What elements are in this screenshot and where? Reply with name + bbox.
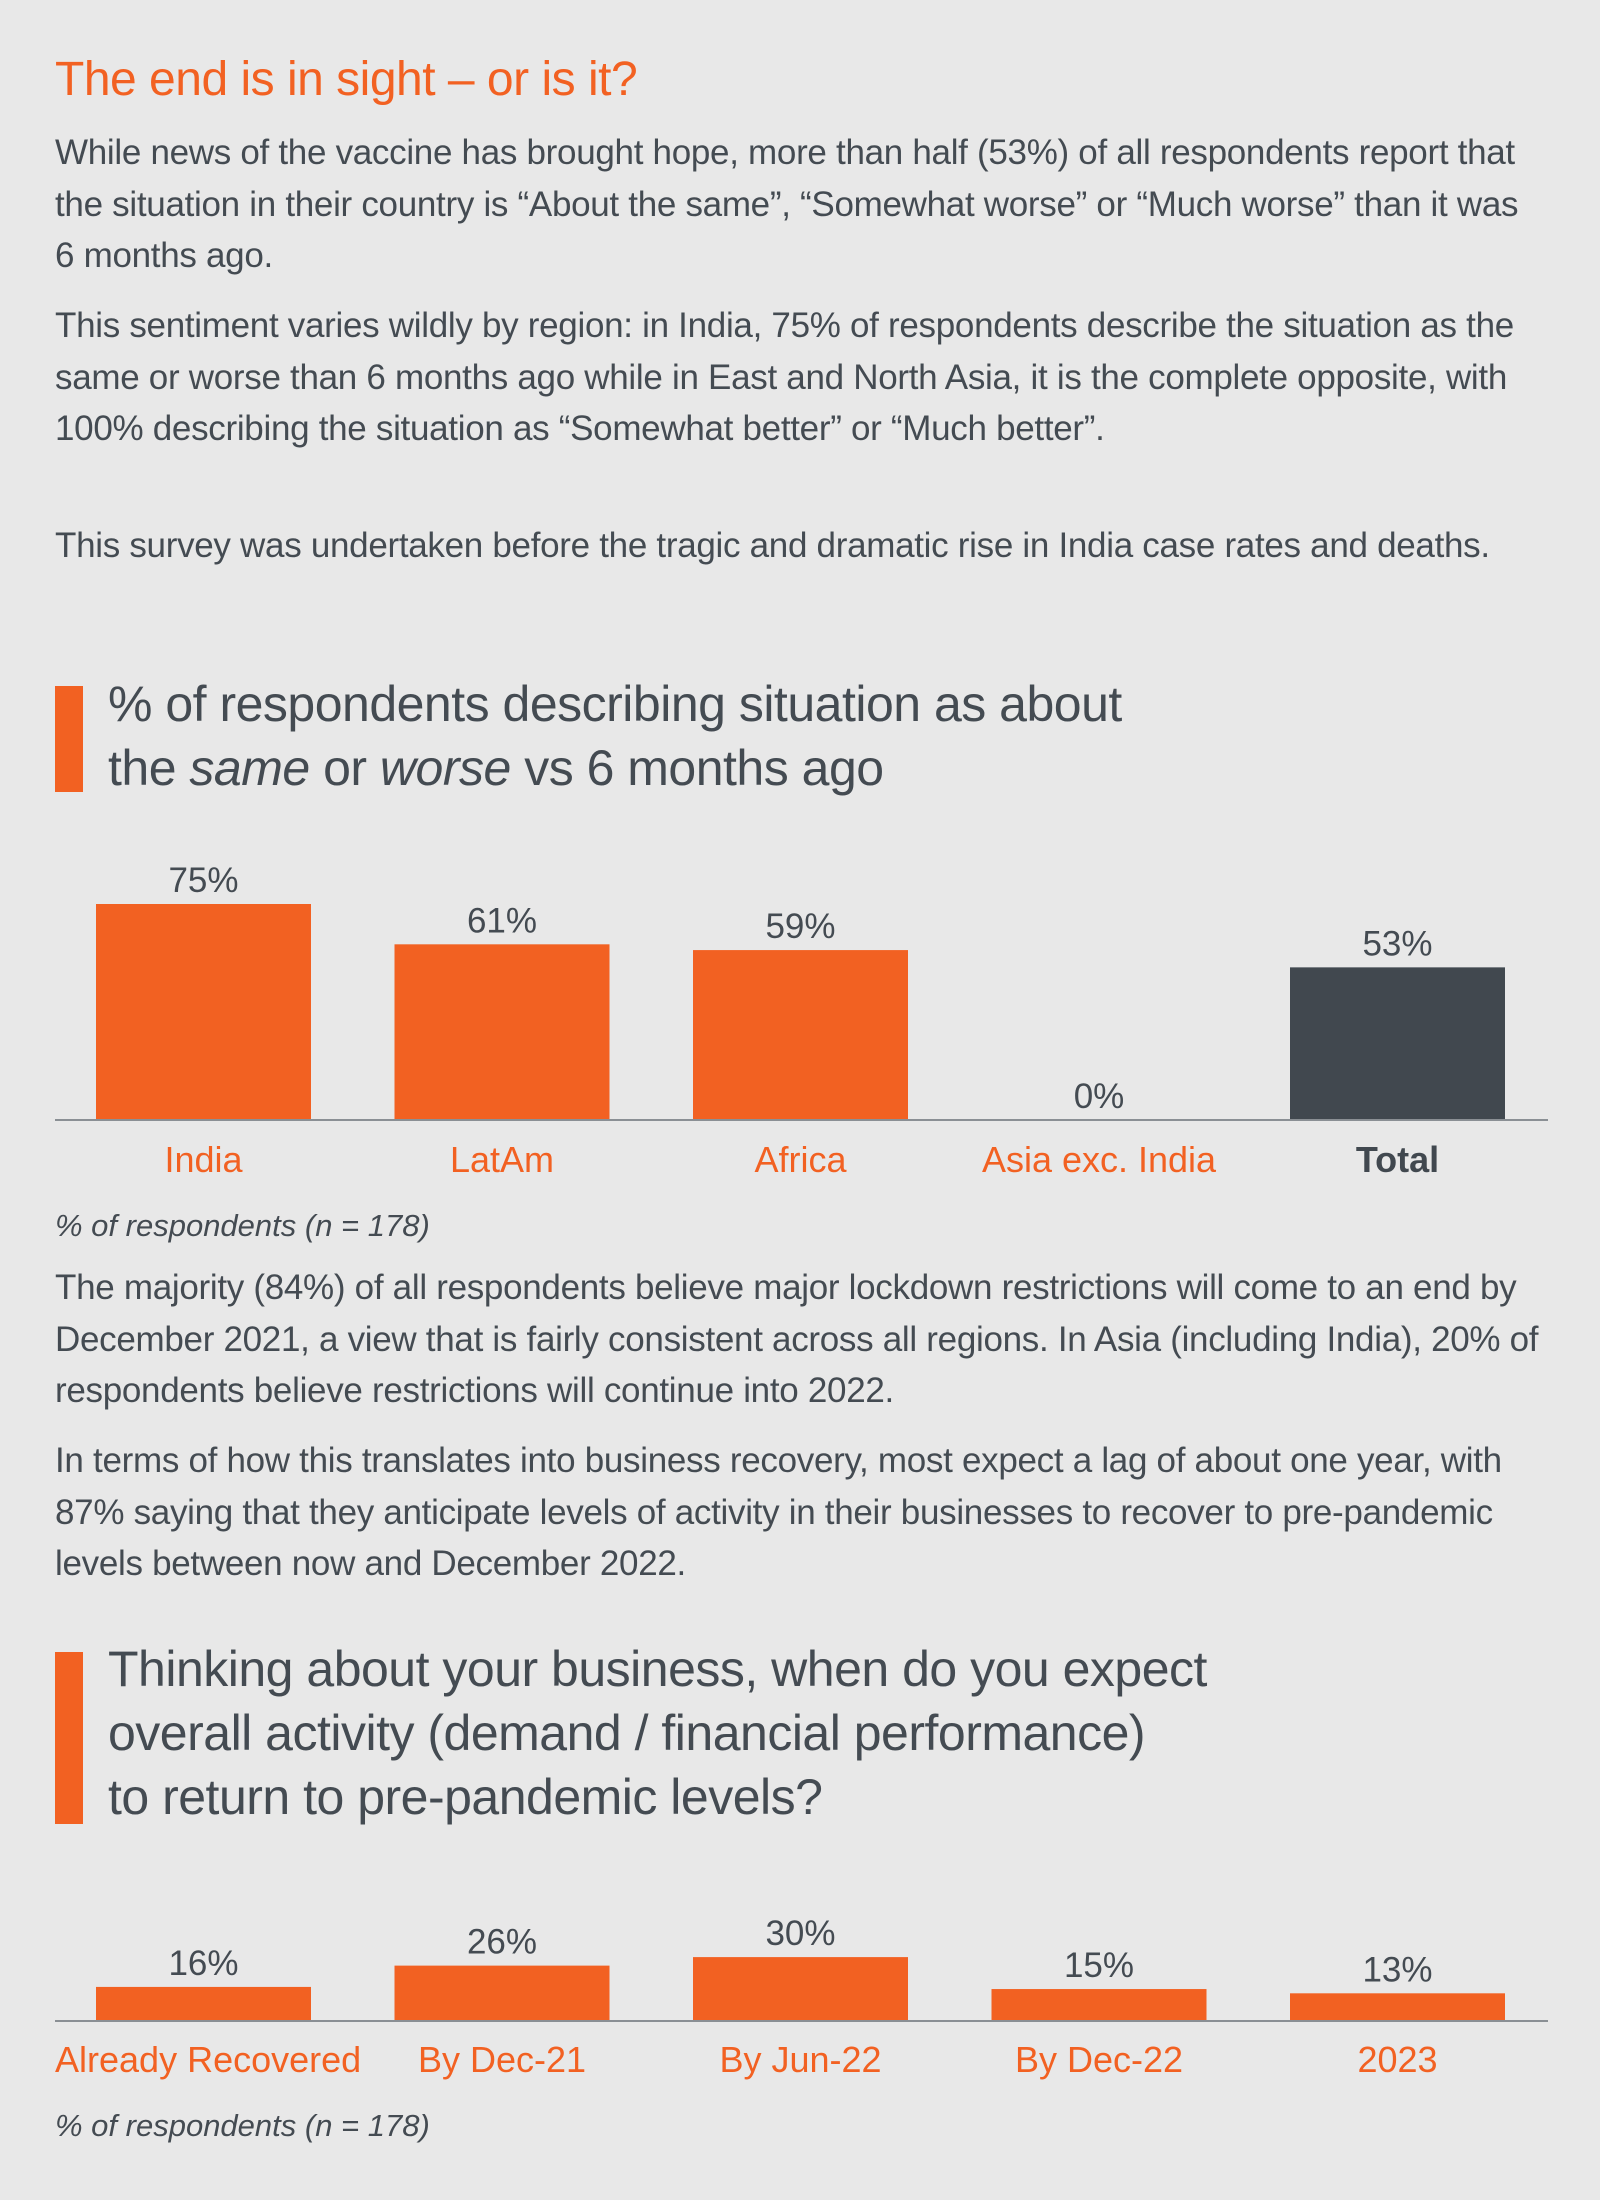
- chart1-sample-note: % of respondents (n = 178): [55, 1208, 430, 1243]
- chart2-category-label-4: 2023: [1357, 2039, 1438, 2080]
- chart1-title-worse: worse: [379, 740, 511, 796]
- chart2-title-line3: to return to pre-pandemic levels?: [108, 1769, 823, 1825]
- chart2-bar-2: [693, 1957, 908, 2021]
- page-heading: The end is in sight – or is it?: [55, 53, 638, 106]
- chart2-sample-note: % of respondents (n = 178): [55, 2108, 430, 2143]
- chart2-bar-4: [1290, 1993, 1505, 2021]
- intro-paragraph-2: This sentiment varies wildly by region: in India, 75% of respondents describe the situation as the same or worse than 6 months ago while in East and North Asia, it is the complete opposite, with 100% describing the situation as “Somewhat better” or “Much better”.: [55, 306, 1514, 448]
- chart2-bar-1: [395, 1966, 610, 2021]
- chart1-value-label-0: 75%: [168, 861, 239, 900]
- chart1-category-label-3: Asia exc. India: [981, 1139, 1217, 1180]
- chart1-title-same: same: [189, 740, 310, 796]
- chart1-title-accent-bar: [55, 686, 83, 792]
- chart1-value-label-2: 59%: [765, 907, 836, 947]
- chart1-bar-0: [96, 904, 311, 1120]
- chart2-title-accent-bar: [55, 1652, 83, 1824]
- chart1-value-label-1: 61%: [466, 901, 538, 941]
- chart2-title-line2: overall activity (demand / financial performance): [108, 1705, 1146, 1761]
- middle-paragraph-1: The majority (84%) of all respondents believe major lockdown restrictions will come to an end by December 2021, a view that is fairly consistent across all regions. In Asia (including India), 20% of respondents believe restrictions will continue into 2022.: [55, 1268, 1539, 1410]
- chart2-bar-3: [992, 1989, 1207, 2021]
- chart1-category-label-2: Africa: [754, 1139, 847, 1180]
- chart2-value-label-4: 13%: [1362, 1950, 1433, 1990]
- chart1-value-label-4: 53%: [1362, 924, 1433, 964]
- chart1-category-label-4: Total: [1355, 1139, 1440, 1180]
- chart1-title-line2a: the: [108, 740, 190, 796]
- chart2-bar-0: [96, 1987, 311, 2021]
- chart1-title-line2b: or: [309, 740, 380, 796]
- chart2-title-line1: Thinking about your business, when do you expect: [108, 1641, 1207, 1697]
- chart2-value-label-0: 16%: [168, 1943, 239, 1983]
- chart1-bar-1: [395, 944, 610, 1120]
- chart1-bar-4: [1290, 967, 1505, 1120]
- chart2-value-label-1: 26%: [466, 1922, 538, 1962]
- chart2-title: [108, 1637, 1408, 1829]
- intro-paragraph-1: While news of the vaccine has brought hope, more than half (53%) of all respondents report that the situation in their country is “About the same”, “Somewhat worse” or “Much worse” than it was 6 months ago.: [55, 133, 1519, 275]
- chart2-value-label-2: 30%: [765, 1914, 836, 1954]
- chart1-title-line2c: vs 6 months ago: [510, 740, 884, 796]
- intro-paragraph-3: This survey was undertaken before the tragic and dramatic rise in India case rates and deaths.: [55, 526, 1490, 565]
- chart2-category-label-3: By Dec-22: [1014, 2039, 1184, 2080]
- chart1-value-label-3: 0%: [1073, 1077, 1125, 1116]
- middle-paragraph-2: In terms of how this translates into business recovery, most expect a lag of about one year, with 87% saying that they anticipate levels of activity in their businesses to recover to pre-pandemic levels between now and December 2022.: [55, 1441, 1502, 1583]
- chart1-title: [108, 672, 1408, 800]
- chart1-bar-chart: [0, 840, 1600, 1200]
- chart2-value-label-3: 15%: [1063, 1946, 1135, 1986]
- chart1-category-label-0: India: [164, 1139, 243, 1180]
- chart1-title-line1: % of respondents describing situation as about: [108, 676, 1122, 732]
- chart2-category-label-1: By Dec-21: [417, 2039, 587, 2080]
- chart2-bar-chart: [0, 1880, 1600, 2080]
- chart1-bar-2: [693, 950, 908, 1120]
- chart2-category-label-2: By Jun-22: [719, 2039, 882, 2080]
- chart2-category-label-0: Already Recovered: [55, 2039, 362, 2080]
- chart1-category-label-1: LatAm: [449, 1139, 555, 1180]
